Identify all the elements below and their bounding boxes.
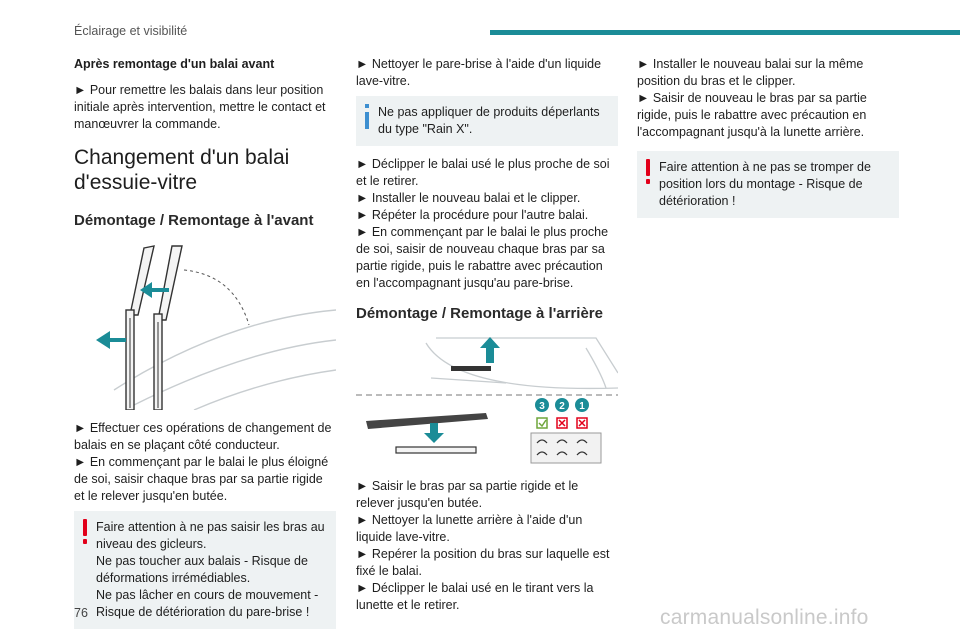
figure-number-badge: 3 [539, 401, 545, 412]
subheading-after-refit: Après remontage d'un balai avant [74, 57, 275, 71]
front-step-1: ► Effectuer ces opérations de changement de balais en se plaçant côté conducteur. [74, 421, 332, 452]
info-box [356, 96, 618, 146]
arrow-left-icon [96, 331, 126, 349]
warning-text: Faire attention à ne pas se tromper de position lors du montage - Risque de détérioration ! [659, 160, 871, 208]
watermark: carmanualsonline.info [660, 606, 869, 629]
rear-step-3: ► Repérer la position du bras sur laquelle est fixé le balai. [356, 547, 610, 578]
rear-step-6: ► Saisir de nouveau le bras par sa partie rigide, puis le rabattre avec précaution en l'accompagnant jusqu'à la lunette arrière. [637, 91, 867, 139]
front-wiper-illustration [74, 240, 336, 410]
warning-exclamation-icon [644, 159, 652, 185]
section-heading-front: Démontage / Remontage à l'avant [74, 212, 314, 229]
page-title: Changement d'un balai d'essuie-vitre [74, 146, 290, 194]
figure-number-badge: 1 [579, 401, 585, 412]
front-step-4: ► Installer le nouveau balai et le clipper. [356, 191, 581, 205]
section-heading-rear: Démontage / Remontage à l'arrière [356, 305, 603, 322]
front-step-3: ► Déclipper le balai usé le plus proche de soi et le retirer. [356, 157, 610, 188]
front-step-6: ► En commençant par le balai le plus proche de soi, saisir de nouveau chaque bras par sa partie rigide, puis le rabattre avec précaution en l'accompagnant jusqu'au pare-brise. [356, 225, 609, 290]
position-check-icons [537, 418, 587, 428]
clean-windscreen-step: ► Nettoyer le pare-brise à l'aide d'un liquide lave-vitre. [356, 57, 602, 88]
arrow-down-icon [424, 423, 444, 443]
warning-box-front [74, 511, 336, 629]
rear-step-2: ► Nettoyer la lunette arrière à l'aide d'un liquide lave-vitre. [356, 513, 583, 544]
info-icon [363, 104, 371, 130]
front-step-5: ► Répéter la procédure pour l'autre balai. [356, 208, 589, 222]
rear-step-1: ► Saisir le bras par sa partie rigide et le relever jusqu'en butée. [356, 479, 579, 510]
page-number: 76 [74, 606, 88, 620]
column-1 [74, 56, 336, 639]
warning-line-1: Faire attention à ne pas saisir les bras au niveau des gicleurs. [96, 520, 325, 551]
warning-exclamation-icon [81, 519, 89, 545]
warning-line-3: Ne pas lâcher en cours de mouvement - Risque de détérioration du pare-brise ! [96, 588, 319, 619]
rear-step-5: ► Installer le nouveau balai sur la même position du bras et le clipper. [637, 57, 864, 88]
front-step-2: ► En commençant par le balai le plus éloigné de soi, saisir chaque bras par sa partie rigide et le relever jusqu'en butée. [74, 455, 329, 503]
info-text: Ne pas appliquer de produits déperlants du type "Rain X". [378, 105, 600, 136]
column-3 [637, 56, 899, 228]
intro-paragraph: ► Pour remettre les balais dans leur position initiale après intervention, mettre le contact et manœuvrer la commande. [74, 83, 326, 131]
rear-wiper-illustration [356, 333, 618, 468]
warning-box-rear [637, 151, 899, 218]
header-accent-bar [490, 30, 960, 35]
arrow-up-icon [480, 337, 500, 363]
warning-line-2: Ne pas toucher aux balais - Risque de déformations irrémédiables. [96, 554, 308, 585]
section-title: Éclairage et visibilité [74, 24, 188, 38]
column-2 [356, 56, 618, 614]
rear-step-4: ► Déclipper le balai usé en le tirant vers la lunette et le retirer. [356, 581, 594, 612]
figure-number-badge: 2 [559, 401, 565, 412]
